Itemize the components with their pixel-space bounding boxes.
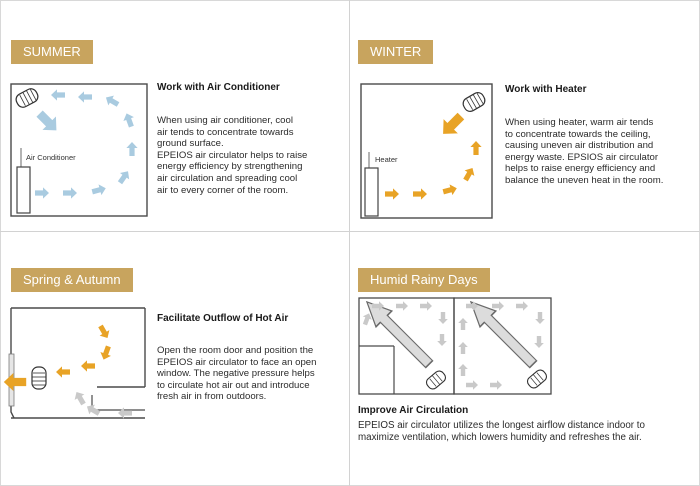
air-circulator-icon: [424, 369, 447, 391]
spring-autumn-panel: [0, 232, 350, 486]
summer-description: When using air conditioner, cool air tends to concentrate towards ground surface. EPEIOS air circulator helps to raise energy efficiency by strengthening air circulation and spreading cool air to every corner of the room.: [157, 115, 308, 196]
summer-badge: SUMMER: [11, 40, 93, 64]
spring-autumn-badge: Spring & Autumn: [11, 268, 133, 292]
winter-diagram: [350, 0, 700, 232]
heater-icon: [365, 168, 378, 216]
humid-rainy-days-heading: Improve Air Circulation: [358, 405, 469, 416]
summer-panel: [0, 0, 350, 232]
humid-rainy-days-description: EPEIOS air circulator utilizes the longest airflow distance indoor to maximize ventilation, which lowers humidity and refreshes the air.: [358, 420, 645, 443]
humid-rainy-days-diagram: [350, 232, 700, 486]
winter-badge: WINTER: [358, 40, 433, 64]
summer-heading: Work with Air Conditioner: [157, 82, 280, 93]
air-circulator-icon: [461, 90, 487, 113]
winter-panel: [350, 0, 700, 232]
air-circulator-icon: [32, 367, 46, 389]
air-conditioner-icon: [17, 167, 30, 213]
winter-heading: Work with Heater: [505, 84, 587, 95]
air-circulator-icon: [525, 368, 548, 390]
air-conditioner-label: Air Conditioner: [26, 153, 76, 162]
spring-autumn-description: Open the room door and position the EPEIOS air circulator to face an open window. The negative pressure helps to circulate hot air out and introduce fresh air in from outdoors.: [157, 345, 317, 403]
humid-rainy-days-badge: Humid Rainy Days: [358, 268, 490, 292]
spring-autumn-heading: Facilitate Outflow of Hot Air: [157, 313, 289, 324]
heater-label: Heater: [375, 155, 398, 164]
air-circulator-icon: [14, 87, 40, 110]
humid-rainy-days-panel: [350, 232, 700, 486]
winter-description: When using heater, warm air tends to concentrate towards the ceiling, causing uneven air distribution and energy waste. EPSIOS air circulator helps to raise energy efficiency and balance the uneven heat in the room.: [505, 117, 664, 186]
